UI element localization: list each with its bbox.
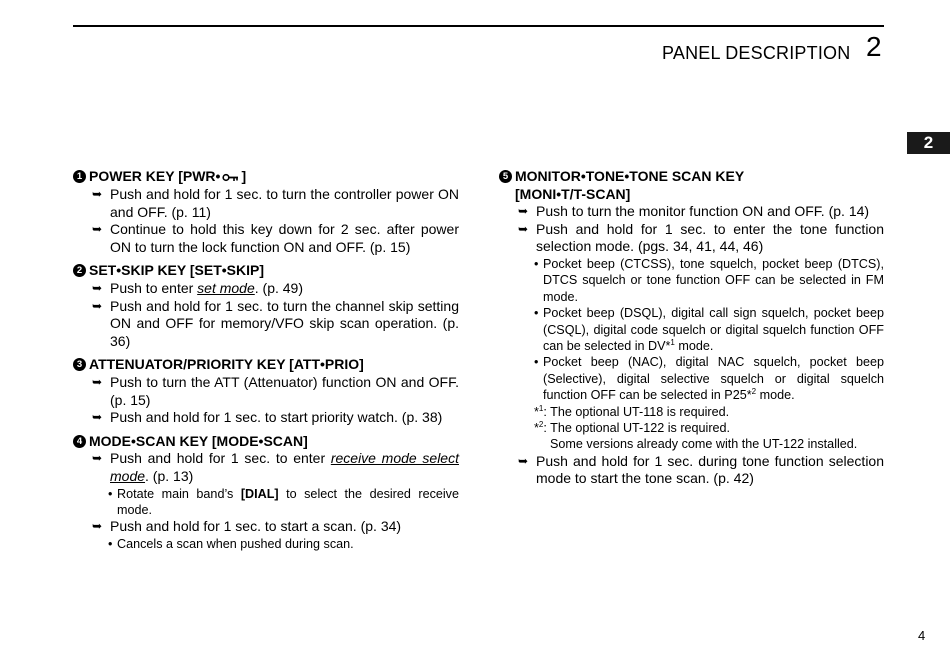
top-rule <box>73 25 884 27</box>
sub-bullet <box>499 305 884 354</box>
item-text: Push and hold for 1 sec. to enter <box>110 450 331 467</box>
heading-text: MODE•SCAN KEY [MODE•SCAN] <box>89 432 308 449</box>
footnote-ref: 2 <box>751 387 757 397</box>
arrow-icon: ➥ <box>518 453 529 468</box>
dial-label: [DIAL] <box>240 486 279 501</box>
item-text: Push and hold for 1 sec. to turn the channel skip setting ON and OFF for memory/VFO skip scan operation. (p. 36) <box>110 297 459 349</box>
sub-text: Cancels a scan when pushed during scan. <box>117 537 354 551</box>
section-power-key <box>73 168 459 256</box>
arrow-icon: ➥ <box>92 222 103 237</box>
arrow-icon: ➥ <box>518 204 529 219</box>
item-text: Push and hold for 1 sec. to start a scan. (p. 34) <box>110 518 402 535</box>
item-text: Push and hold for 1 sec. to start priority watch. (p. 38) <box>110 409 443 426</box>
section-set-skip-key <box>73 262 459 350</box>
list-item <box>73 221 459 256</box>
footnote-mark: * <box>534 421 539 436</box>
list-item <box>499 453 884 488</box>
bullet-icon: • <box>534 256 539 271</box>
section-heading <box>73 168 459 186</box>
footnote-number: 1 <box>538 403 544 413</box>
section-heading <box>73 262 459 280</box>
arrow-icon: ➥ <box>92 281 103 296</box>
sub-text: Pocket beep (NAC), digital NAC squelch, pocket beep (Selective), digital selective squelch or digital squelch function OFF can be selected in P25* <box>543 355 884 403</box>
arrow-icon: ➥ <box>92 451 103 466</box>
left-column <box>73 168 459 558</box>
sub-text-end: mode. <box>756 388 795 403</box>
sub-text: Rotate main band’s <box>117 486 241 501</box>
heading-text-end: ] <box>241 168 247 184</box>
sub-bullet <box>499 354 884 403</box>
item-text: Push to enter <box>110 280 198 297</box>
right-column <box>499 168 884 494</box>
page-header-title: PANEL DESCRIPTION <box>662 43 851 63</box>
list-item <box>73 450 459 485</box>
section-number-badge: 5 <box>499 170 512 183</box>
item-text: Push to turn the monitor function ON and OFF. (p. 14) <box>536 203 870 220</box>
arrow-icon: ➥ <box>92 298 103 313</box>
heading-text-line2: [MONI•T/T-SCAN] <box>515 185 631 202</box>
item-text-end: . (p. 49) <box>254 280 304 297</box>
list-item <box>499 221 884 256</box>
footnote <box>499 404 884 420</box>
sub-bullet <box>73 486 459 519</box>
section-heading <box>73 433 459 451</box>
bullet-icon: • <box>534 306 539 321</box>
item-text: Push and hold for 1 sec. to enter the tone function selection mode. (pgs. 34, 41, 44, 46) <box>536 220 884 255</box>
item-text: Push to turn the ATT (Attenuator) function ON and OFF. (p. 15) <box>110 374 459 408</box>
footnote-ref: 1 <box>670 337 675 347</box>
heading-text: SET•SKIP KEY [SET•SKIP] <box>89 262 264 279</box>
bullet-icon: • <box>108 486 113 501</box>
section-monitor-tone-key <box>499 168 884 488</box>
footnote-text: : The optional UT-122 is required. <box>543 421 731 436</box>
item-text: Push and hold for 1 sec. during tone function selection mode to start the tone scan. (p. 42) <box>536 452 884 487</box>
section-mode-scan-key <box>73 433 459 553</box>
set-mode-link[interactable]: set mode <box>197 280 255 297</box>
item-text: Push and hold for 1 sec. to turn the controller power ON and OFF. (p. 11) <box>110 186 459 220</box>
sub-text-end: mode. <box>674 339 714 353</box>
heading-text: MONITOR•TONE•TONE SCAN KEY <box>515 168 745 184</box>
arrow-icon: ➥ <box>518 221 529 236</box>
heading-text: POWER KEY [PWR• <box>89 168 221 184</box>
list-item <box>73 186 459 221</box>
list-item <box>73 298 459 351</box>
footnote-number: 2 <box>538 419 544 429</box>
arrow-icon: ➥ <box>92 410 103 425</box>
page-number: 4 <box>918 628 926 643</box>
section-number-badge: 3 <box>73 358 86 371</box>
arrow-icon: ➥ <box>92 187 103 202</box>
section-number-badge: 1 <box>73 170 86 183</box>
sub-text-end: to select the desired receive mode. <box>117 486 459 517</box>
sub-bullet <box>73 536 459 552</box>
sub-text: Pocket beep (DSQL), digital call sign squelch, pocket beep (CSQL), digital code squelch or digital squelch function OFF can be selected in DV* <box>543 306 884 353</box>
bullet-icon: • <box>534 355 539 370</box>
list-item <box>73 518 459 536</box>
item-text: Continue to hold this key down for 2 sec. after power ON to turn the lock function ON and OFF. (p. 15) <box>110 221 459 255</box>
section-number-badge: 2 <box>73 264 86 277</box>
footnote-mark: * <box>534 404 539 419</box>
section-attenuator-priority-key <box>73 356 459 426</box>
section-heading <box>499 168 884 203</box>
heading-text: ATTENUATOR/PRIORITY KEY [ATT•PRIO] <box>89 356 364 373</box>
item-text-end: . (p. 13) <box>145 468 194 484</box>
key-icon <box>222 169 239 187</box>
section-heading <box>73 356 459 374</box>
footnote-text: : The optional UT-118 is required. <box>543 404 730 419</box>
list-item <box>73 409 459 427</box>
receive-mode-select-link[interactable]: receive mode select mode <box>110 450 459 484</box>
footnote-continuation: Some versions already come with the UT-122 installed. <box>550 437 858 452</box>
arrow-icon: ➥ <box>92 375 103 390</box>
footnote <box>499 420 884 436</box>
sub-text: Pocket beep (CTCSS), tone squelch, pocket beep (DTCS), DTCS squelch or tone function OFF can be selected in FM mode. <box>543 256 884 304</box>
list-item <box>73 374 459 409</box>
list-item <box>499 203 884 221</box>
chapter-number: 2 <box>866 31 882 62</box>
sub-bullet <box>499 256 884 305</box>
bullet-icon: • <box>108 537 113 551</box>
arrow-icon: ➥ <box>92 519 103 534</box>
section-number-badge: 4 <box>73 435 86 448</box>
list-item <box>73 280 459 298</box>
chapter-side-tab: 2 <box>907 132 950 154</box>
